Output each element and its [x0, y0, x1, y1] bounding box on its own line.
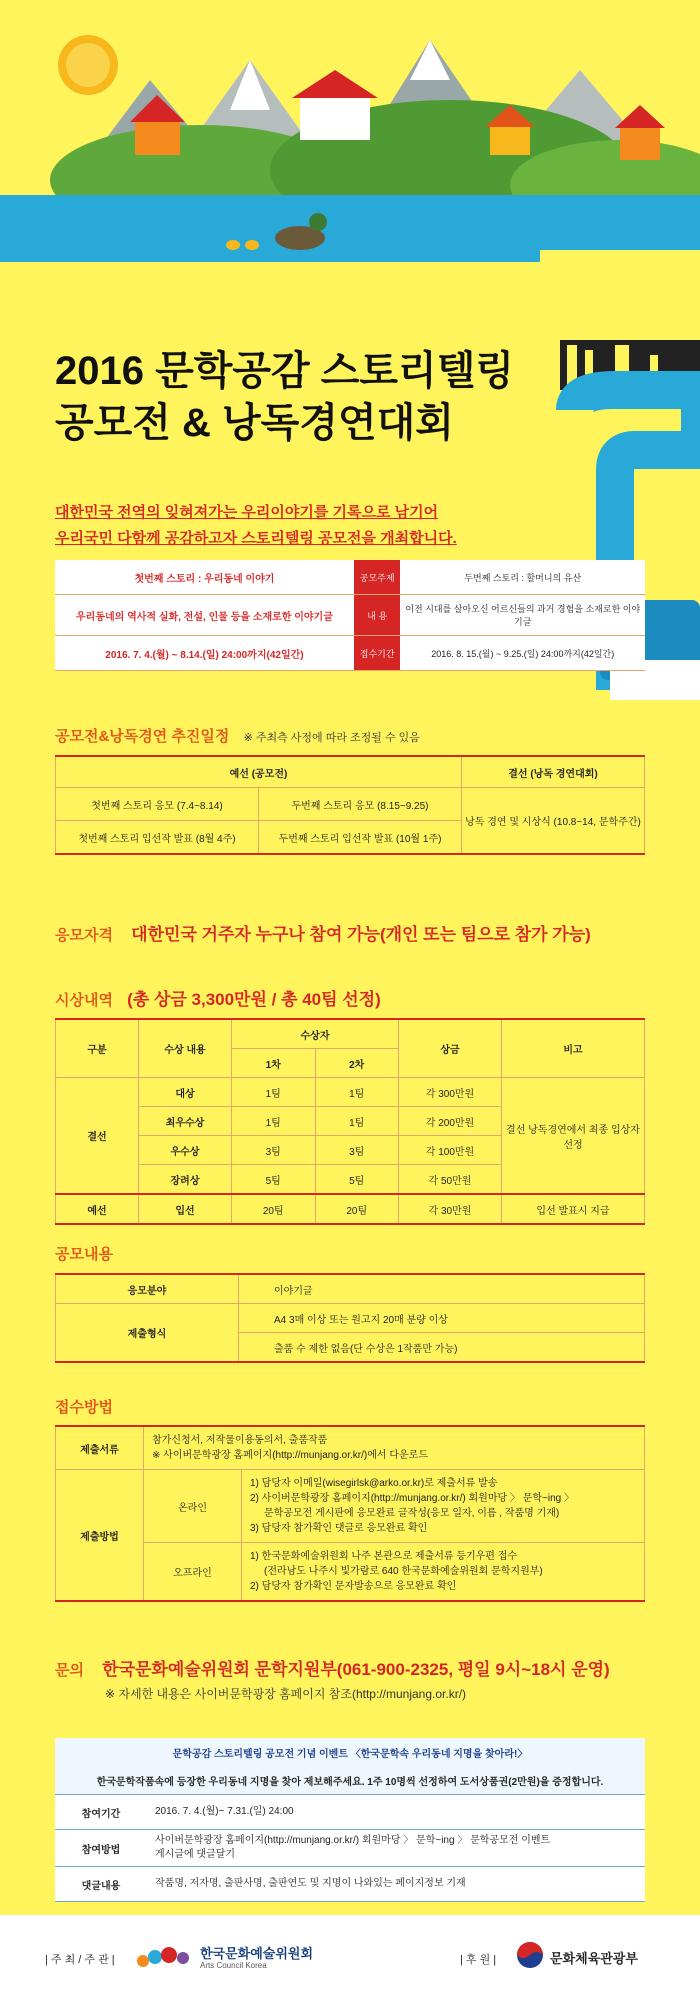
prize-award: 입선 — [139, 1194, 232, 1224]
event-period-value: 2016. 7. 4.(월)~ 7.31.(일) 24:00 — [147, 1795, 645, 1830]
prize-head-first: 1차 — [232, 1049, 316, 1078]
hero-subtitle — [55, 500, 457, 552]
table-row — [55, 1867, 645, 1902]
inquiry-text: 한국문화예술위원회 문학지원부(061-900-2325, 평일 9시~18시 운영) — [102, 1660, 610, 1679]
receipt-offline — [242, 1543, 645, 1602]
prize-money: 각 50만원 — [399, 1165, 502, 1195]
prize-second: 20팀 — [315, 1194, 399, 1224]
hero-sub-line1: 대한민국 전역의 잊혀져가는 우리이야기를 기록으로 남기어 — [55, 504, 439, 521]
prize-money: 각 30만원 — [399, 1194, 502, 1224]
village-illustration — [0, 0, 700, 300]
table-row — [56, 1304, 645, 1333]
event-how — [147, 1830, 645, 1867]
prize-head-award: 수상 내용 — [139, 1019, 232, 1078]
schedule-head-right: 결선 (낭독 경연대회) — [462, 756, 645, 788]
eligibility-label: 응모자격 — [55, 927, 113, 944]
table-row — [56, 1019, 645, 1049]
prize-final-note: 결선 낭독경연에서 최종 입상자 선정 — [502, 1078, 645, 1195]
receipt-online-label: 온라인 — [144, 1470, 242, 1543]
prize-table — [55, 1018, 645, 1225]
receipt-online-line: 문학공모전 게시판에 응모완료 글작성(응모 일자, 이름 , 작품명 기재) — [264, 1508, 560, 1519]
table-row — [56, 1543, 645, 1602]
table-row — [56, 788, 645, 821]
receipt-docs — [144, 1426, 645, 1470]
inquiry-heading — [55, 1655, 610, 1680]
receipt-method-label: 제출방법 — [56, 1470, 144, 1602]
content-format-value: A4 3매 이상 또는 원고지 20매 분량 이상 — [239, 1304, 645, 1333]
hero-title-line1: 2016 문학공감 스토리텔링 — [55, 349, 514, 393]
content-field-value: 이야기글 — [239, 1274, 645, 1304]
prize-first: 1팀 — [232, 1107, 316, 1136]
intro-left: 우리동네의 역사적 실화, 전설, 인물 등을 소재로한 이야기글 — [55, 595, 354, 636]
prize-head-money: 상금 — [399, 1019, 502, 1078]
hero-title-line2: 공모전 & 낭독경연대회 — [55, 401, 454, 445]
table-row — [56, 1274, 645, 1304]
table-row — [55, 1830, 645, 1867]
receipt-table — [55, 1425, 645, 1602]
intro-mid: 접수기간 — [354, 636, 401, 671]
table-row — [56, 1194, 645, 1224]
receipt-offline-label: 오프라인 — [144, 1543, 242, 1602]
event-comment-label: 댓글내용 — [55, 1867, 147, 1902]
event-title: 문학공감 스토리텔링 공모전 기념 이벤트 〈한국문학속 우리동네 지명을 찾아라!〉 — [55, 1738, 645, 1766]
schedule-cell: 첫번째 스토리 응모 (7.4~8.14) — [56, 788, 259, 821]
prize-second: 1팀 — [315, 1078, 399, 1107]
event-desc: 한국문학작품속에 등장한 우리동네 지명을 찾아 제보해주세요. 1주 10명씩 선정하여 도서상품권(2만원)을 증정합니다. — [55, 1766, 645, 1795]
receipt-offline-line: 1) 한국문화예술위원회 나주 본관으로 제출서류 등기우편 접수 — [250, 1551, 518, 1562]
intro-left: 2016. 7. 4.(월) ~ 8.14.(일) 24:00까지(42일간) — [55, 636, 354, 671]
prize-award: 최우수상 — [139, 1107, 232, 1136]
receipt-offline-line: (전라남도 나주시 빛가람로 640 한국문화예술위원회 문학지원부) — [264, 1566, 543, 1577]
table-row — [56, 1078, 645, 1107]
prize-second: 5팀 — [315, 1165, 399, 1195]
table-row — [55, 1738, 645, 1766]
receipt-docs-line: ※ 사이버문학광장 홈페이지(http://munjang.or.kr/)에서 다운로드 — [152, 1450, 428, 1461]
footer-host-org-en: Arts Council Korea — [200, 1961, 267, 1970]
prize-head-note: 비고 — [502, 1019, 645, 1078]
receipt-online-line: 3) 담당자 참가확인 댓글로 응모완료 확인 — [250, 1523, 428, 1534]
eligibility-heading — [55, 920, 591, 945]
prize-head-second: 2차 — [315, 1049, 399, 1078]
content-heading: 공모내용 — [55, 1246, 113, 1263]
prize-award: 대상 — [139, 1078, 232, 1107]
receipt-docs-line: 참가신청서, 저작물이용동의서, 출품작품 — [152, 1435, 328, 1446]
schedule-table — [55, 755, 645, 855]
prize-final-label: 결선 — [56, 1078, 139, 1195]
prize-money: 각 300만원 — [399, 1078, 502, 1107]
schedule-cell: 첫번째 스토리 입선작 발표 (8월 4주) — [56, 821, 259, 855]
prize-money: 각 100만원 — [399, 1136, 502, 1165]
table-row — [55, 636, 645, 671]
prize-heading — [55, 985, 381, 1010]
intro-right: 두번째 스토리 : 할머니의 유산 — [400, 560, 645, 595]
prize-first: 20팀 — [232, 1194, 316, 1224]
hero-title — [55, 345, 514, 449]
table-row — [55, 595, 645, 636]
schedule-heading — [55, 725, 420, 746]
prize-second: 1팀 — [315, 1107, 399, 1136]
table-row — [55, 560, 645, 595]
intro-right: 2016. 8. 15.(월) ~ 9.25.(일) 24:00까지(42일간) — [400, 636, 645, 671]
intro-mid: 내 용 — [354, 595, 401, 636]
event-how-line: 게시글에 댓글달기 — [155, 1849, 236, 1860]
footer-sponsor-org: 문화체육관광부 — [550, 1951, 638, 1966]
schedule-head-left: 예선 (공모전) — [56, 756, 462, 788]
prize-award: 우수상 — [139, 1136, 232, 1165]
receipt-online-line: 1) 담당자 이메일(wisegirlsk@arko.or.kr)로 제출서류 발송 — [250, 1478, 498, 1489]
content-format-label: 제출형식 — [56, 1304, 239, 1363]
prize-money: 각 200만원 — [399, 1107, 502, 1136]
prize-prelim-label: 예선 — [56, 1194, 139, 1224]
prize-head-div: 구분 — [56, 1019, 139, 1078]
footer-host-label: | 주 최 / 주 관 | — [45, 1954, 115, 1966]
intro-table — [55, 560, 645, 671]
table-row — [56, 1470, 645, 1543]
event-how-label: 참여방법 — [55, 1830, 147, 1867]
prize-headline: (총 상금 3,300만원 / 총 40팀 선정) — [127, 990, 381, 1009]
receipt-online — [242, 1470, 645, 1543]
receipt-online-line: 2) 사이버문학광장 홈페이지(http://munjang.or.kr/) 회원마당 〉 문학~ing 〉 — [250, 1493, 575, 1504]
eligibility-text: 대한민국 거주자 누구나 참여 가능(개인 또는 팀으로 참가 가능) — [131, 925, 591, 944]
content-table — [55, 1273, 645, 1363]
intro-left: 첫번째 스토리 : 우리동네 이야기 — [55, 560, 354, 595]
event-period-label: 참여기간 — [55, 1795, 147, 1830]
table-row — [56, 756, 645, 788]
prize-prelim-note: 입선 발표시 지급 — [502, 1194, 645, 1224]
content-field-label: 응모분야 — [56, 1274, 239, 1304]
event-how-line: 사이버문학광장 홈페이지(http://munjang.or.kr/) 회원마당 〉 문학~ing 〉 문학공모전 이벤트 — [155, 1835, 551, 1846]
footer-host-org: 한국문화예술위원회 — [200, 1946, 314, 1961]
receipt-heading: 접수방법 — [55, 1399, 113, 1416]
schedule-title: 공모전&낭독경연 추진일정 — [55, 728, 230, 745]
receipt-docs-label: 제출서류 — [56, 1426, 144, 1470]
content-format-value: 출품 수 제한 없음(단 수상은 1작품만 가능) — [239, 1333, 645, 1363]
inquiry-note: ※ 자세한 내용은 사이버문학광장 홈페이지 참조(http://munjang.or.kr/) — [105, 1687, 467, 1701]
arts-council-logo-icon — [135, 1945, 195, 1969]
footer — [0, 1915, 700, 2000]
intro-right: 이전 시대를 살아오신 어르신들의 과거 경험을 소재로한 이야기글 — [400, 595, 645, 636]
schedule-final: 낭독 경연 및 시상식 (10.8~14, 문학주간) — [462, 788, 645, 855]
receipt-offline-line: 2) 담당자 참가확인 문자발송으로 응모완료 확인 — [250, 1581, 457, 1592]
event-comment-value: 작품명, 저자명, 출판사명, 출판연도 및 지명이 나와있는 페이지정보 기재 — [147, 1867, 645, 1902]
schedule-cell: 두번째 스토리 입선작 발표 (10월 1주) — [259, 821, 462, 855]
event-table — [55, 1738, 645, 1902]
prize-label: 시상내역 — [55, 992, 113, 1009]
prize-second: 3팀 — [315, 1136, 399, 1165]
intro-mid: 공모주제 — [354, 560, 401, 595]
prize-first: 1팀 — [232, 1078, 316, 1107]
inquiry-label: 문의 — [55, 1662, 84, 1679]
table-row — [56, 1426, 645, 1470]
ministry-logo-icon — [515, 1940, 545, 1970]
table-row — [55, 1766, 645, 1795]
hero-sub-line2: 우리국민 다함께 공감하고자 스토리텔링 공모전을 개최합니다. — [55, 530, 457, 547]
prize-first: 3팀 — [232, 1136, 316, 1165]
prize-head-winners: 수상자 — [232, 1019, 399, 1049]
prize-award: 장려상 — [139, 1165, 232, 1195]
schedule-note: ※ 주최측 사정에 따라 조정될 수 있음 — [243, 732, 420, 744]
table-row — [55, 1795, 645, 1830]
schedule-cell: 두번째 스토리 응모 (8.15~9.25) — [259, 788, 462, 821]
prize-first: 5팀 — [232, 1165, 316, 1195]
footer-sponsor-label: | 후 원 | — [460, 1954, 497, 1966]
